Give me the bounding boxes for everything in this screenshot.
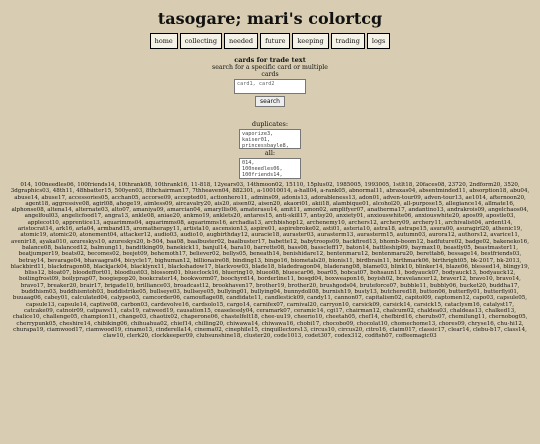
all-cards-textarea[interactable]: 014, 100needles06, 100friends14,	[239, 158, 301, 179]
trade-search-panel	[205, 57, 336, 179]
nav-logs[interactable]: logs	[367, 33, 391, 49]
duplicates-label: duplicates:	[251, 120, 289, 128]
main-nav	[0, 33, 540, 49]
nav-trading[interactable]: trading	[331, 33, 365, 49]
search-instructions: search for a specific card or multiple cards	[212, 64, 328, 78]
card-search-input[interactable]: card1, card2	[234, 79, 306, 94]
nav-needed[interactable]: needed	[224, 33, 258, 49]
site-title: tasogare; mari's colortcg	[157, 9, 383, 28]
nav-future[interactable]: future	[260, 33, 290, 49]
nav-collecting[interactable]: collecting	[180, 33, 222, 49]
card-name-list: 014, 100needles06, 100friends14, 10thrank08, 10thrank16, 11-818, 12years03, 14thmoon02, 15110, 15plus02, 1985005, 1993005, 1stlt18, 20faces08, 23720, 2ndform20, 3520, 3dgraphics03, 48th11, 48hbatter15, 500yen03, 8thchairman17, 7thheaven04, 882301, a-10010014, a-hall04, a-rank05, abnormal11, abraxas04, absentminded11, absorption18, abu04, abuse14, abuse17, accessories05, acchan05, accorse09, accepted01, actionhero11, admins09, adonis13, adorableness13, adon01, adven-tour09, adven-tour13, ae1014, afternoon20, agent18, aggressive08, agirl08, ahoge19, aimless09, aircavalry20, ais20, aisen02, aisen20, akaori01, akii18, alambique01, alcohol20, all-purpose15, allegiance14, allmate16, alphonse08, altena14, alternate03, alto07, amaniya09, amarcian04, amaryllis06, amaterasu14, amit11, amon02, amplifyer07, anatherma17, andantino13, andrakrois09, angelchaos04, angelfoul03, angelicfood17, angra13, ankle08, aniae20, ankmo19, anklets20, antares15, anti-skill17, antsy20, anxiety01, anxiouswhite06, anxiouswhite20, apos09, apostle03, applecot10, apprentice13, aquarimms04, aquarimms08, aquarimms16, archadia13, archbishop12, archenemy10, archers12, archery09, archery11, archivalist04, ardent14, aristocrat14, ark16, arla04, armband15, aromatherapy11, artista10, ascension13, aspire01, aspirebroke02, asti01, asteria10, astra18, astrape15, asura00, asuragirl20, athenic19, atomic19, atomic20, atonement04, attacker12, audio03, audio10, augbirthday12, auracie18, auraster03, aurasterm13, aurasterm15, autumn03, aurora12, authors12, avarice11, avenir18, ayaka010, azureskys10, azureskys20, b-504, baa08, baalbuster02, baalbuster17, babette12, babytroops09, backfired13, bhomb-boom12, badfuture02, badge02, bakeneko16, balance08, balanced12, balmung11, banditking09, banekick11, banjul14, bara10, barrette08, bass08, basscleff17, baton14, battleship09, baymax10, beastly05, beastmaster11, beatjumper19, beats02, becomes02, beejet09, behemoth17, believer02, bellys05, beneath14, benishidare12, bentenmaru12, bentenmaru20, berettab6, bessage14, bestfriends03, betray14, bevarage04, bhavaagra04, bicycle17, bighuman12, billionaire08, binding13, bingo16, biometals20, bionis11, birdbrain11, birthmark06, birthright05, bk-2017, bk-2013, blackbird11, blackdragon08, blackjack04, blacklynx11, blackshadow17, blackvow03, blade18, bladedragon04, bladerang08, blame03, blink10, blinker14, blaze06, blessed14, blingy19, bliss12, bloat07, bloodeffort01, bloodlust03, blossom01, blueclock16, bluering10, blueo08, bluescar06, boar05, bobcat07, bohsaun11, bodyauck07, bodyauck13, bodyauck12, boilingfrost09, boilyprap07, boogiepop20, bookcrater14, bookworm07, boochyrd14, borderline11, bosqd04, boxweapon16, boyish02, bravelancer12, braver12, bravo10, bravo14, bravo17, breaker20, brair17, brigade10, brilliance03, broadcast12, brookhaven17, brother19, brother20, brushgods04, bruteforce07, bubble11, bubbly06, bucket20, buddha17, buddhism03, buddhismtoh03, buddistrike05, bullseye03, bullseye05, bullying01, bullying04, bunnydoll08, burnish19, busty13, butchered18, button06, butterfly01, butterflyi01, buuaag06, cabey01, calculated04, calypso03, camcorder06, camouflage08, candidate11, candlestick09, candy11, cannon07, capitalism02, capitol09, captomen12, capo03, capsule05, capsule13, capsule14, captive08, carbon03, cardevolve16, cardsolo15, cargo14, carnifex07, carnival20, carryon10, carsick09, carsick14, carsick15, cataclysm16, catalyst17, catcake09, catnoir09, catpaws11, cats19, catweed19, causation15, ceaselessly04, ceramark07, ceramic14, cgi17, chairman12, chalcum02, chaldea03, chaldeas13, chalked13, chalice10, challenge05, champion11, change03, chaotix02, chaperone06, chastelfelt18, chee-uu19, cheerio10, cheetah05, chef14, chefbird16, cherubs07, chemilung11, chernobog05, cherrypunk05, cheshire14, chibiking06, chihuahua02, chief14, chilling20, chiwawa14, chiwawa16, chobi17, chocobo09, chocolat10, chomechome13, chores09, chryse16, chu-hi12, churapa19, ciamwood17, ciamwood19, cinamo13, cinderella14, cinema02, cinephile15, cinquillectors13, circus10, circus20, citro16, claim017, classic17, clear14, clebu-b17, class14, claw10, clerk20, clockkeeper09, clubsunshine18, cluster20, code1013, codet307, codex312, codfish07, coffeemagic03	[10, 182, 530, 340]
nav-home[interactable]: home	[150, 33, 178, 49]
duplicates-textarea[interactable]: vaporize3, kaiser01, princessbayle8,	[239, 129, 301, 149]
search-heading: cards for trade text	[234, 56, 306, 64]
all-label: all:	[264, 149, 276, 157]
nav-keeping[interactable]: keeping	[292, 33, 328, 49]
search-button[interactable]: search	[255, 96, 285, 107]
